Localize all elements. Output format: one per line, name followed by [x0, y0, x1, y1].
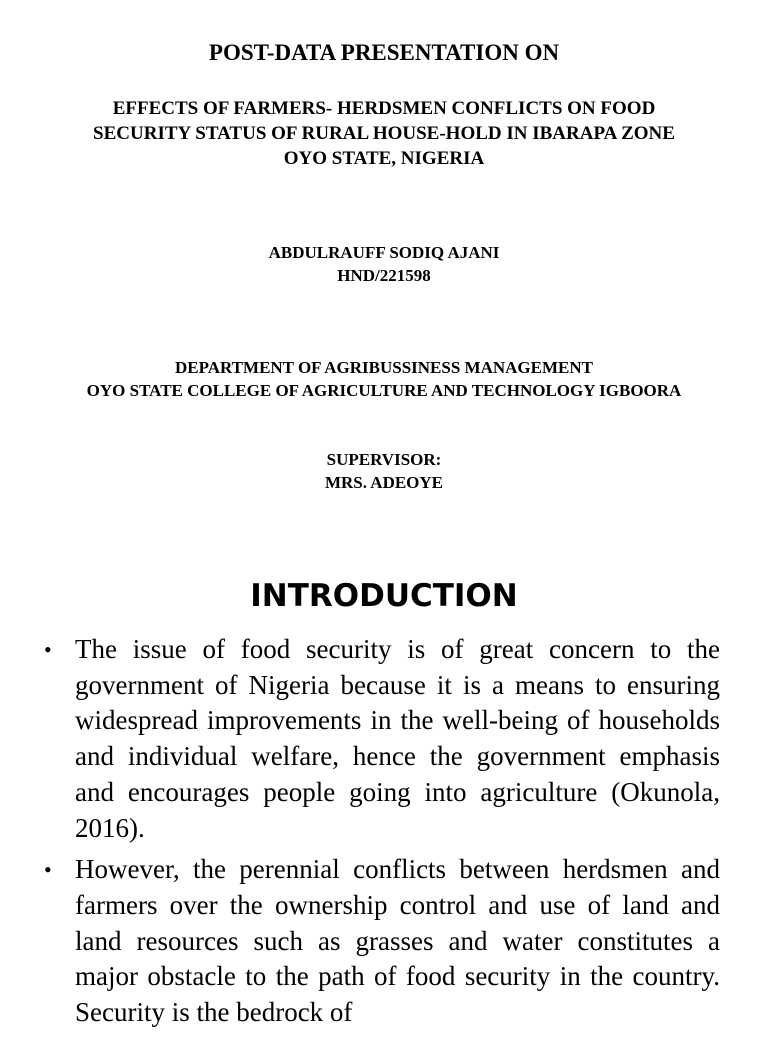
author-block	[0, 241, 768, 287]
bullet-icon: •	[44, 637, 52, 662]
introduction-heading: INTRODUCTION	[250, 578, 518, 614]
college-name: OYO STATE COLLEGE OF AGRICULTURE AND TECHNOLOGY IGBOORA	[86, 381, 682, 400]
list-item	[44, 852, 720, 1031]
project-topic	[0, 96, 768, 171]
project-topic-line: EFFECTS OF FARMERS- HERDSMEN CONFLICTS ON FOOD	[112, 98, 656, 119]
bullet-text: However, the perennial conflicts between herdsmen and farmers over the ownership control and use of land and land resources such as grasses and water constitutes a major obstacle to the path of food security in the country. Security is the bedrock of	[75, 854, 720, 1028]
supervisor-name: MRS. ADEOYE	[324, 473, 444, 492]
department-name: DEPARTMENT OF AGRIBUSSINESS MANAGEMENT	[174, 358, 593, 377]
institution-block	[0, 356, 768, 402]
bullet-icon: •	[44, 857, 52, 883]
list-item	[44, 632, 720, 846]
introduction-bullet-list	[0, 632, 768, 1037]
supervisor-block	[0, 448, 768, 494]
author-name: ABDULRAUFF SODIQ AJANI	[268, 243, 500, 262]
presentation-title: POST-DATA PRESENTATION ON	[208, 40, 560, 65]
supervisor-label: SUPERVISOR:	[326, 450, 442, 469]
project-topic-line: OYO STATE, NIGERIA	[283, 148, 485, 169]
bullet-text: The issue of food security is of great concern to the government of Nigeria because it is a means to ensuring widespread improvements in the well-being of households and individual welfare, hence the government emphasis and encourages people going into agriculture (Okunola, 2016).	[75, 634, 720, 843]
project-topic-line: SECURITY STATUS OF RURAL HOUSE-HOLD IN IBARAPA ZONE	[93, 123, 675, 144]
author-id: HND/221598	[337, 266, 431, 285]
